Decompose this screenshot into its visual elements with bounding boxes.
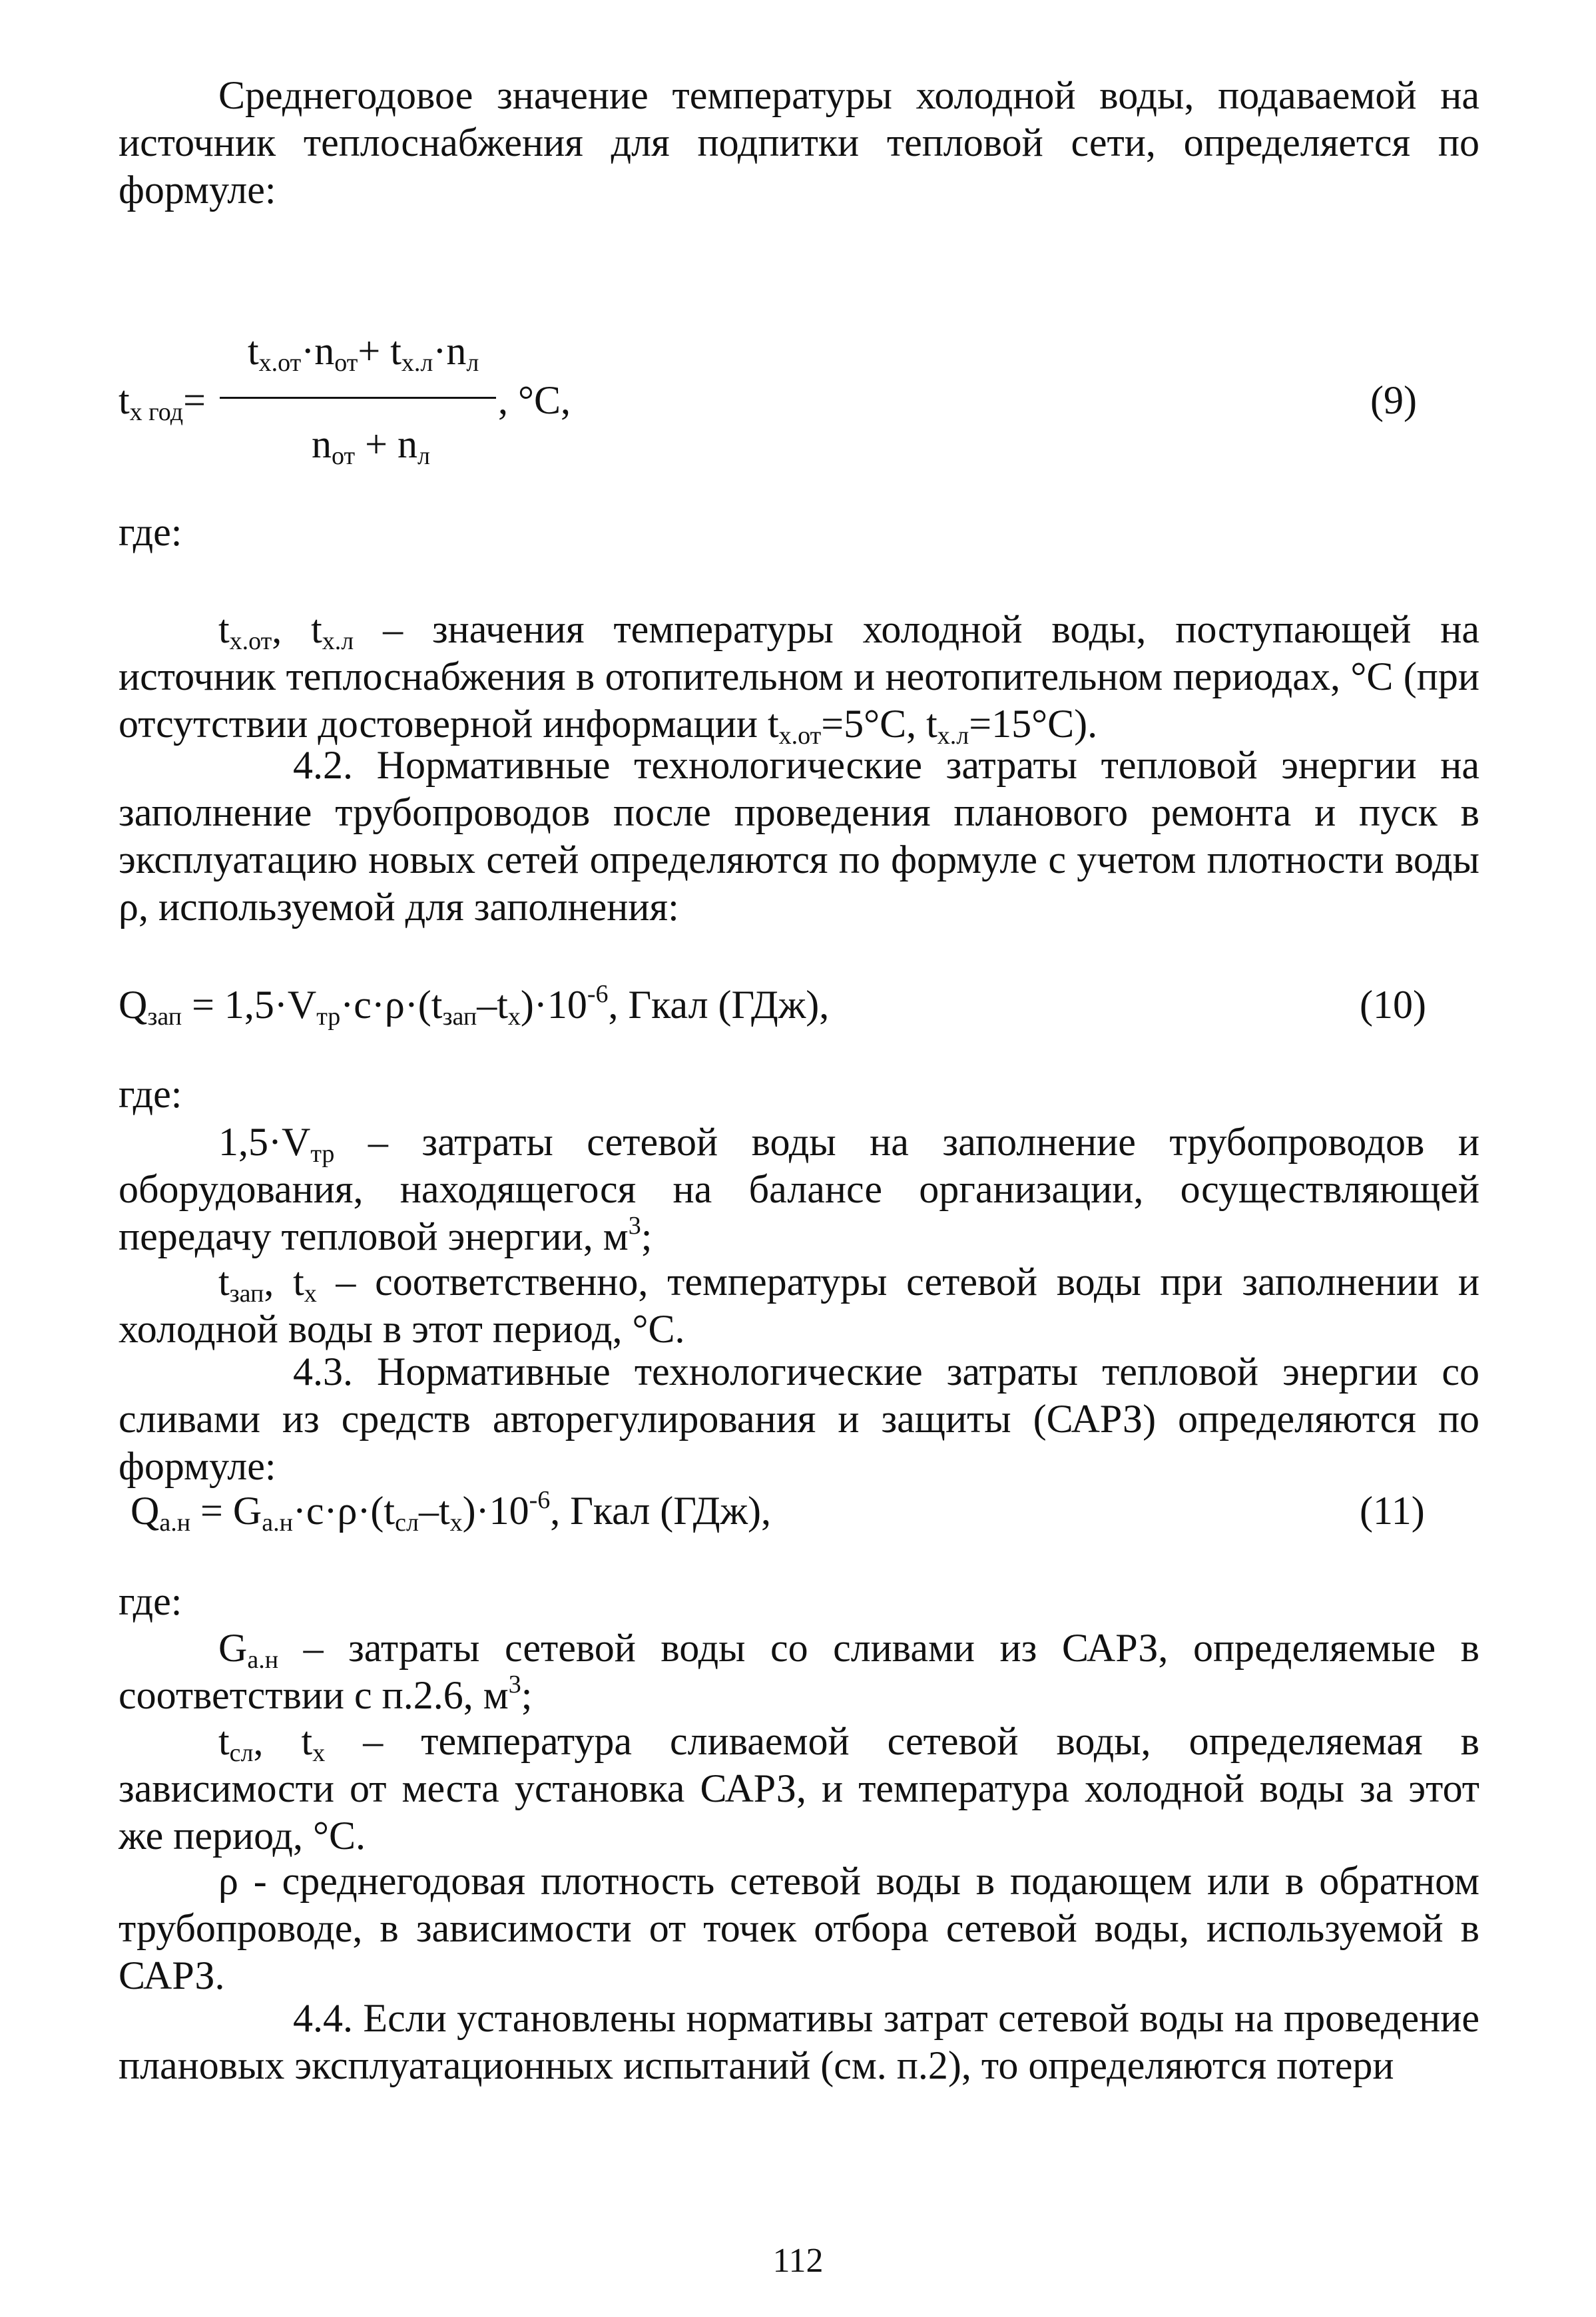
- s: , t: [272, 607, 322, 651]
- s: –t: [418, 1489, 450, 1533]
- s: t: [218, 1719, 230, 1763]
- s: х.л: [937, 722, 969, 750]
- paragraph-gan-definition: [119, 1625, 1479, 1719]
- n-b-sub: от: [334, 349, 358, 377]
- s: )·10: [520, 983, 587, 1027]
- s: = G: [190, 1489, 262, 1533]
- formula-9-numerator: [248, 328, 479, 375]
- s: – затраты сетевой воды со сливами из САРЗ, определяемые в соответствии с п.2.6, м: [119, 1626, 1479, 1717]
- s: х.л: [322, 627, 354, 655]
- s: , Гкал (ГДж),: [550, 1489, 772, 1533]
- s: , t: [253, 1719, 313, 1763]
- where-label-2: где:: [119, 1072, 182, 1116]
- s: Q: [119, 983, 148, 1027]
- s: ·c·ρ·(t: [292, 1489, 396, 1533]
- s: а.н: [159, 1509, 191, 1537]
- equals: =: [183, 378, 206, 422]
- s: зап: [229, 1280, 264, 1308]
- s: х.от: [778, 722, 822, 750]
- formula-9-unit: , °С,: [498, 378, 571, 422]
- n-a-sub: х.от: [258, 349, 302, 377]
- s: -6: [587, 980, 609, 1008]
- s: ;: [521, 1673, 533, 1717]
- s: G: [218, 1626, 248, 1670]
- equation-number-11: (11): [1360, 1489, 1425, 1533]
- s: )·10: [462, 1489, 529, 1533]
- formula-9-lhs: [119, 377, 206, 424]
- d-b: + n: [355, 422, 417, 466]
- equation-number-9: (9): [1370, 378, 1417, 422]
- s: – температура сливаемой сетевой воды, определяемая в зависимости от места установка САРЗ, и температура холодной воды за этот же период, °С.: [119, 1719, 1479, 1858]
- n-c: + t: [358, 329, 401, 373]
- lhs-sub: х год: [129, 398, 184, 426]
- s: 1,5·V: [218, 1120, 311, 1164]
- paragraph-4-4: 4.4. Если установлены нормативы затрат сетевой воды на проведение плановых эксплуатационных испытаний (см. п.2), то определяются потери: [119, 1996, 1479, 2087]
- s: х: [312, 1739, 326, 1767]
- s: сл: [395, 1509, 419, 1537]
- s: ;: [641, 1214, 653, 1258]
- s: тр: [310, 1140, 335, 1168]
- n-c-sub: х.л: [401, 349, 433, 377]
- s: –t: [477, 983, 508, 1027]
- formula-10: [119, 981, 829, 1029]
- s: 3: [508, 1671, 521, 1698]
- paragraph-tzap-definition: [119, 1258, 1479, 1353]
- paragraph-intro: Среднегодовое значение температуры холодной воды, подаваемой на источник теплоснабжения для подпитки тепловой сети, определяется по формуле:: [119, 73, 1479, 212]
- s: , t: [264, 1260, 304, 1304]
- formula-9-denominator: [312, 421, 430, 468]
- paragraph-tx-definition: [119, 606, 1479, 748]
- s: – значения температуры холодной воды, поступающей на источник теплоснабжения в отопительном и неотопительном периодах, °С (при отсутствии достоверной информации t: [119, 607, 1479, 746]
- n-a: t: [248, 329, 259, 373]
- where-label-1: где:: [119, 510, 182, 554]
- s: сл: [229, 1739, 254, 1767]
- s: 3: [628, 1212, 641, 1240]
- paragraph-4-2: 4.2. Нормативные технологические затраты тепловой энергии на заполнение трубопроводов после проведения планового ремонта и пуск в эксплуатацию новых сетей определяются по формуле с учетом плотности воды ρ, используемой для заполнения:: [119, 743, 1479, 929]
- s: Q: [131, 1489, 160, 1533]
- paragraph-vtr-definition: [119, 1119, 1479, 1260]
- s: t: [218, 1260, 230, 1304]
- lhs: t: [119, 378, 130, 422]
- s: х: [507, 1003, 521, 1031]
- s: ·c·ρ·(t: [340, 983, 443, 1027]
- paragraph-4-3: 4.3. Нормативные технологические затраты тепловой энергии со сливами из средств авторегулирования и защиты (САРЗ) определяются по формуле:: [119, 1350, 1479, 1488]
- n-b: ·n: [301, 329, 335, 373]
- s: х: [304, 1280, 317, 1308]
- s: тр: [316, 1003, 341, 1031]
- s: =5°С, t: [821, 702, 937, 746]
- s: х.от: [229, 627, 272, 655]
- n-d-sub: л: [466, 349, 479, 377]
- s: -6: [529, 1486, 551, 1514]
- fraction-bar: [220, 397, 496, 399]
- s: – затраты сетевой воды на заполнение трубопроводов и оборудования, находящегося на балансе организации, осуществляющей передачу тепловой энергии, м: [119, 1120, 1479, 1258]
- paragraph-rho-definition: ρ - среднегодовая плотность сетевой воды в подающем или в обратном трубопроводе, в зависимости от точек отбора сетевой воды, используемой в САРЗ.: [119, 1859, 1479, 1997]
- n-d: ·n: [433, 329, 467, 373]
- page-number: 112: [772, 2242, 824, 2280]
- formula-11: [131, 1487, 771, 1535]
- s: =15°С).: [969, 702, 1098, 746]
- d-a-sub: от: [332, 442, 356, 470]
- equation-number-10: (10): [1360, 983, 1426, 1027]
- s: , Гкал (ГДж),: [608, 983, 830, 1027]
- d-a: n: [312, 422, 332, 466]
- s: а.н: [247, 1646, 279, 1674]
- s: х: [449, 1509, 463, 1537]
- s: зап: [442, 1003, 477, 1031]
- paragraph-tsl-definition: [119, 1718, 1479, 1860]
- s: = 1,5·V: [182, 983, 317, 1027]
- s: зап: [147, 1003, 182, 1031]
- s: а.н: [262, 1509, 293, 1537]
- s: – соответственно, температуры сетевой воды при заполнении и холодной воды в этот период, °С.: [119, 1260, 1479, 1351]
- d-b-sub: л: [417, 442, 430, 470]
- where-label-3: где:: [119, 1579, 182, 1623]
- s: t: [218, 607, 230, 651]
